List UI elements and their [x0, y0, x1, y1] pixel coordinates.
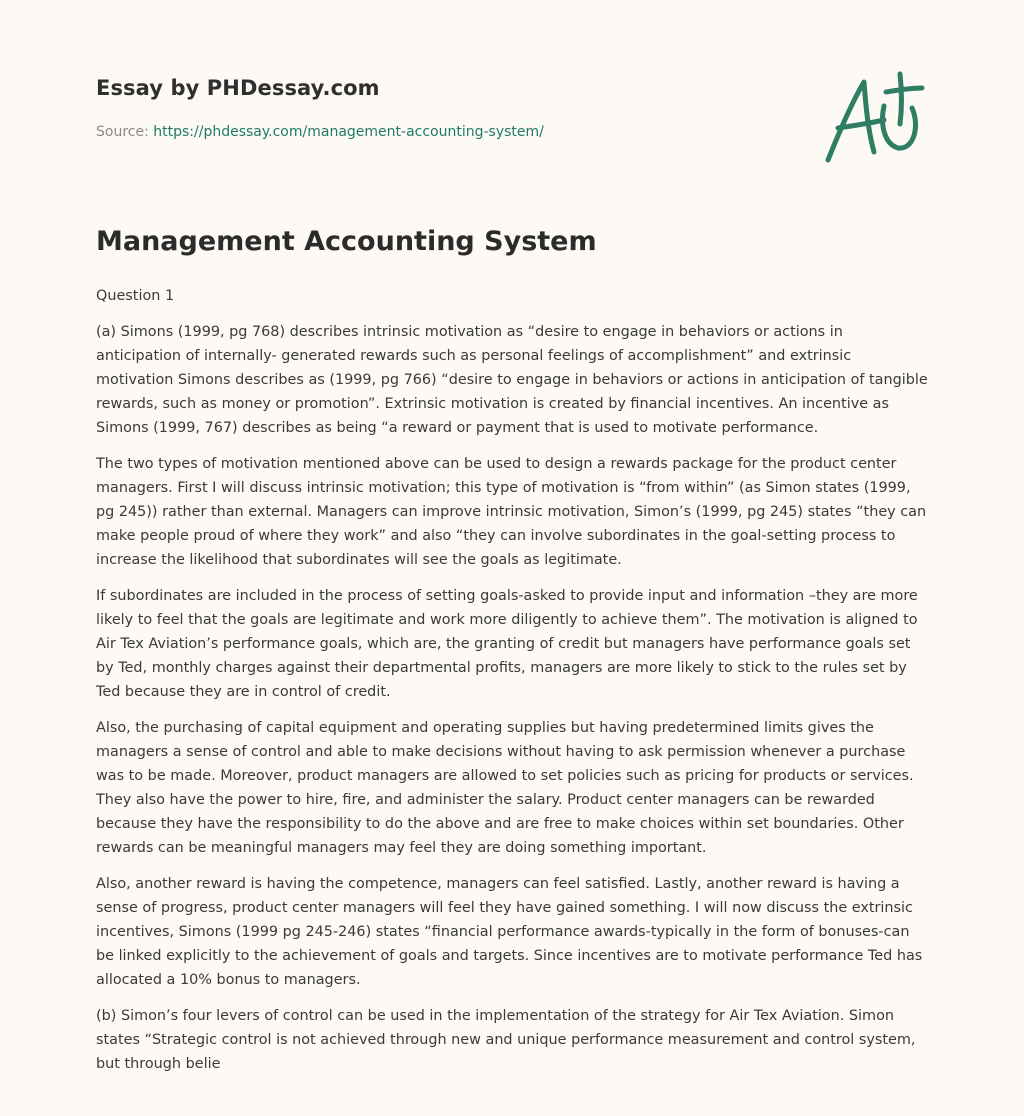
essay-paragraph: (a) Simons (1999, pg 768) describes intrinsic motivation as “desire to engage in behaviors or actions in anticipation of internally- generated rewards such as personal feelings of accomplishment” and extrinsic motivation Simons describes as (1999, pg 766) “desire to engage in behaviors or actions in anticipation of tangible rewards, such as money or promotion”. Extrinsic motivation is created by financial incentives. An incentive as Simons (1999, 767) describes as being “a reward or payment that is used to motivate performance.	[96, 324, 928, 436]
source-line	[96, 124, 544, 140]
essay-paragraph: (b) Simon’s four levers of control can be used in the implementation of the strategy for Air Tex Aviation. Simon states “Strategic control is not achieved through new and unique performance measurement and control system, but through belie	[96, 1008, 916, 1072]
a-plus-logo	[822, 68, 926, 164]
page-header	[96, 0, 932, 200]
question-label: Question 1	[96, 288, 175, 304]
essay-page	[96, 0, 932, 1072]
essay-paragraph: The two types of motivation mentioned above can be used to design a rewards package for the product center managers. First I will discuss intrinsic motivation; this type of motivation is “from within” (as Simon states (1999, pg 245)) rather than external. Managers can improve intrinsic motivation, Simon’s (1999, pg 245) states “they can make people proud of where they work” and also “they can involve subordinates in the goal-setting process to increase the likelihood that subordinates will see the goals as legitimate.	[96, 456, 927, 568]
essay-paragraph: If subordinates are included in the process of setting goals-asked to provide input and information –they are more likely to feel that the goals are legitimate and work more diligently to achieve them”. The motivation is aligned to Air Tex Aviation’s performance goals, which are, the granting of credit but managers have performance goals set by Ted, monthly charges against their departmental profits, managers are more likely to stick to the rules set by Ted because they are in control of credit.	[96, 588, 918, 700]
source-label: Source:	[96, 124, 154, 140]
essay-body	[96, 284, 932, 1088]
essay-paragraph: Also, the purchasing of capital equipment and operating supplies but having predetermined limits gives the managers a sense of control and able to make decisions without having to ask permission whenever a purchase was to be made. Moreover, product managers are allowed to set policies such as pricing for products or services. They also have the power to hire, fire, and administer the salary. Product center managers can be rewarded because they have the responsibility to do the above and are free to make choices within set boundaries. Other rewards can be meaningful managers may feel they are doing something important.	[96, 720, 914, 856]
source-link[interactable]: https://phdessay.com/management-accounting-system/	[153, 124, 544, 140]
essay-title: Management Accounting System	[96, 226, 597, 257]
essay-paragraph: Also, another reward is having the competence, managers can feel satisfied. Lastly, another reward is having a sense of progress, product center managers will feel they have gained something. I will now discuss the extrinsic incentives, Simons (1999 pg 245-246) states “financial performance awards-typically in the form of bonuses-can be linked explicitly to the achievement of goals and targets. Since incentives are to motivate performance Ted has allocated a 10% bonus to managers.	[96, 876, 923, 988]
brand-title: Essay by PHDessay.com	[96, 76, 380, 100]
